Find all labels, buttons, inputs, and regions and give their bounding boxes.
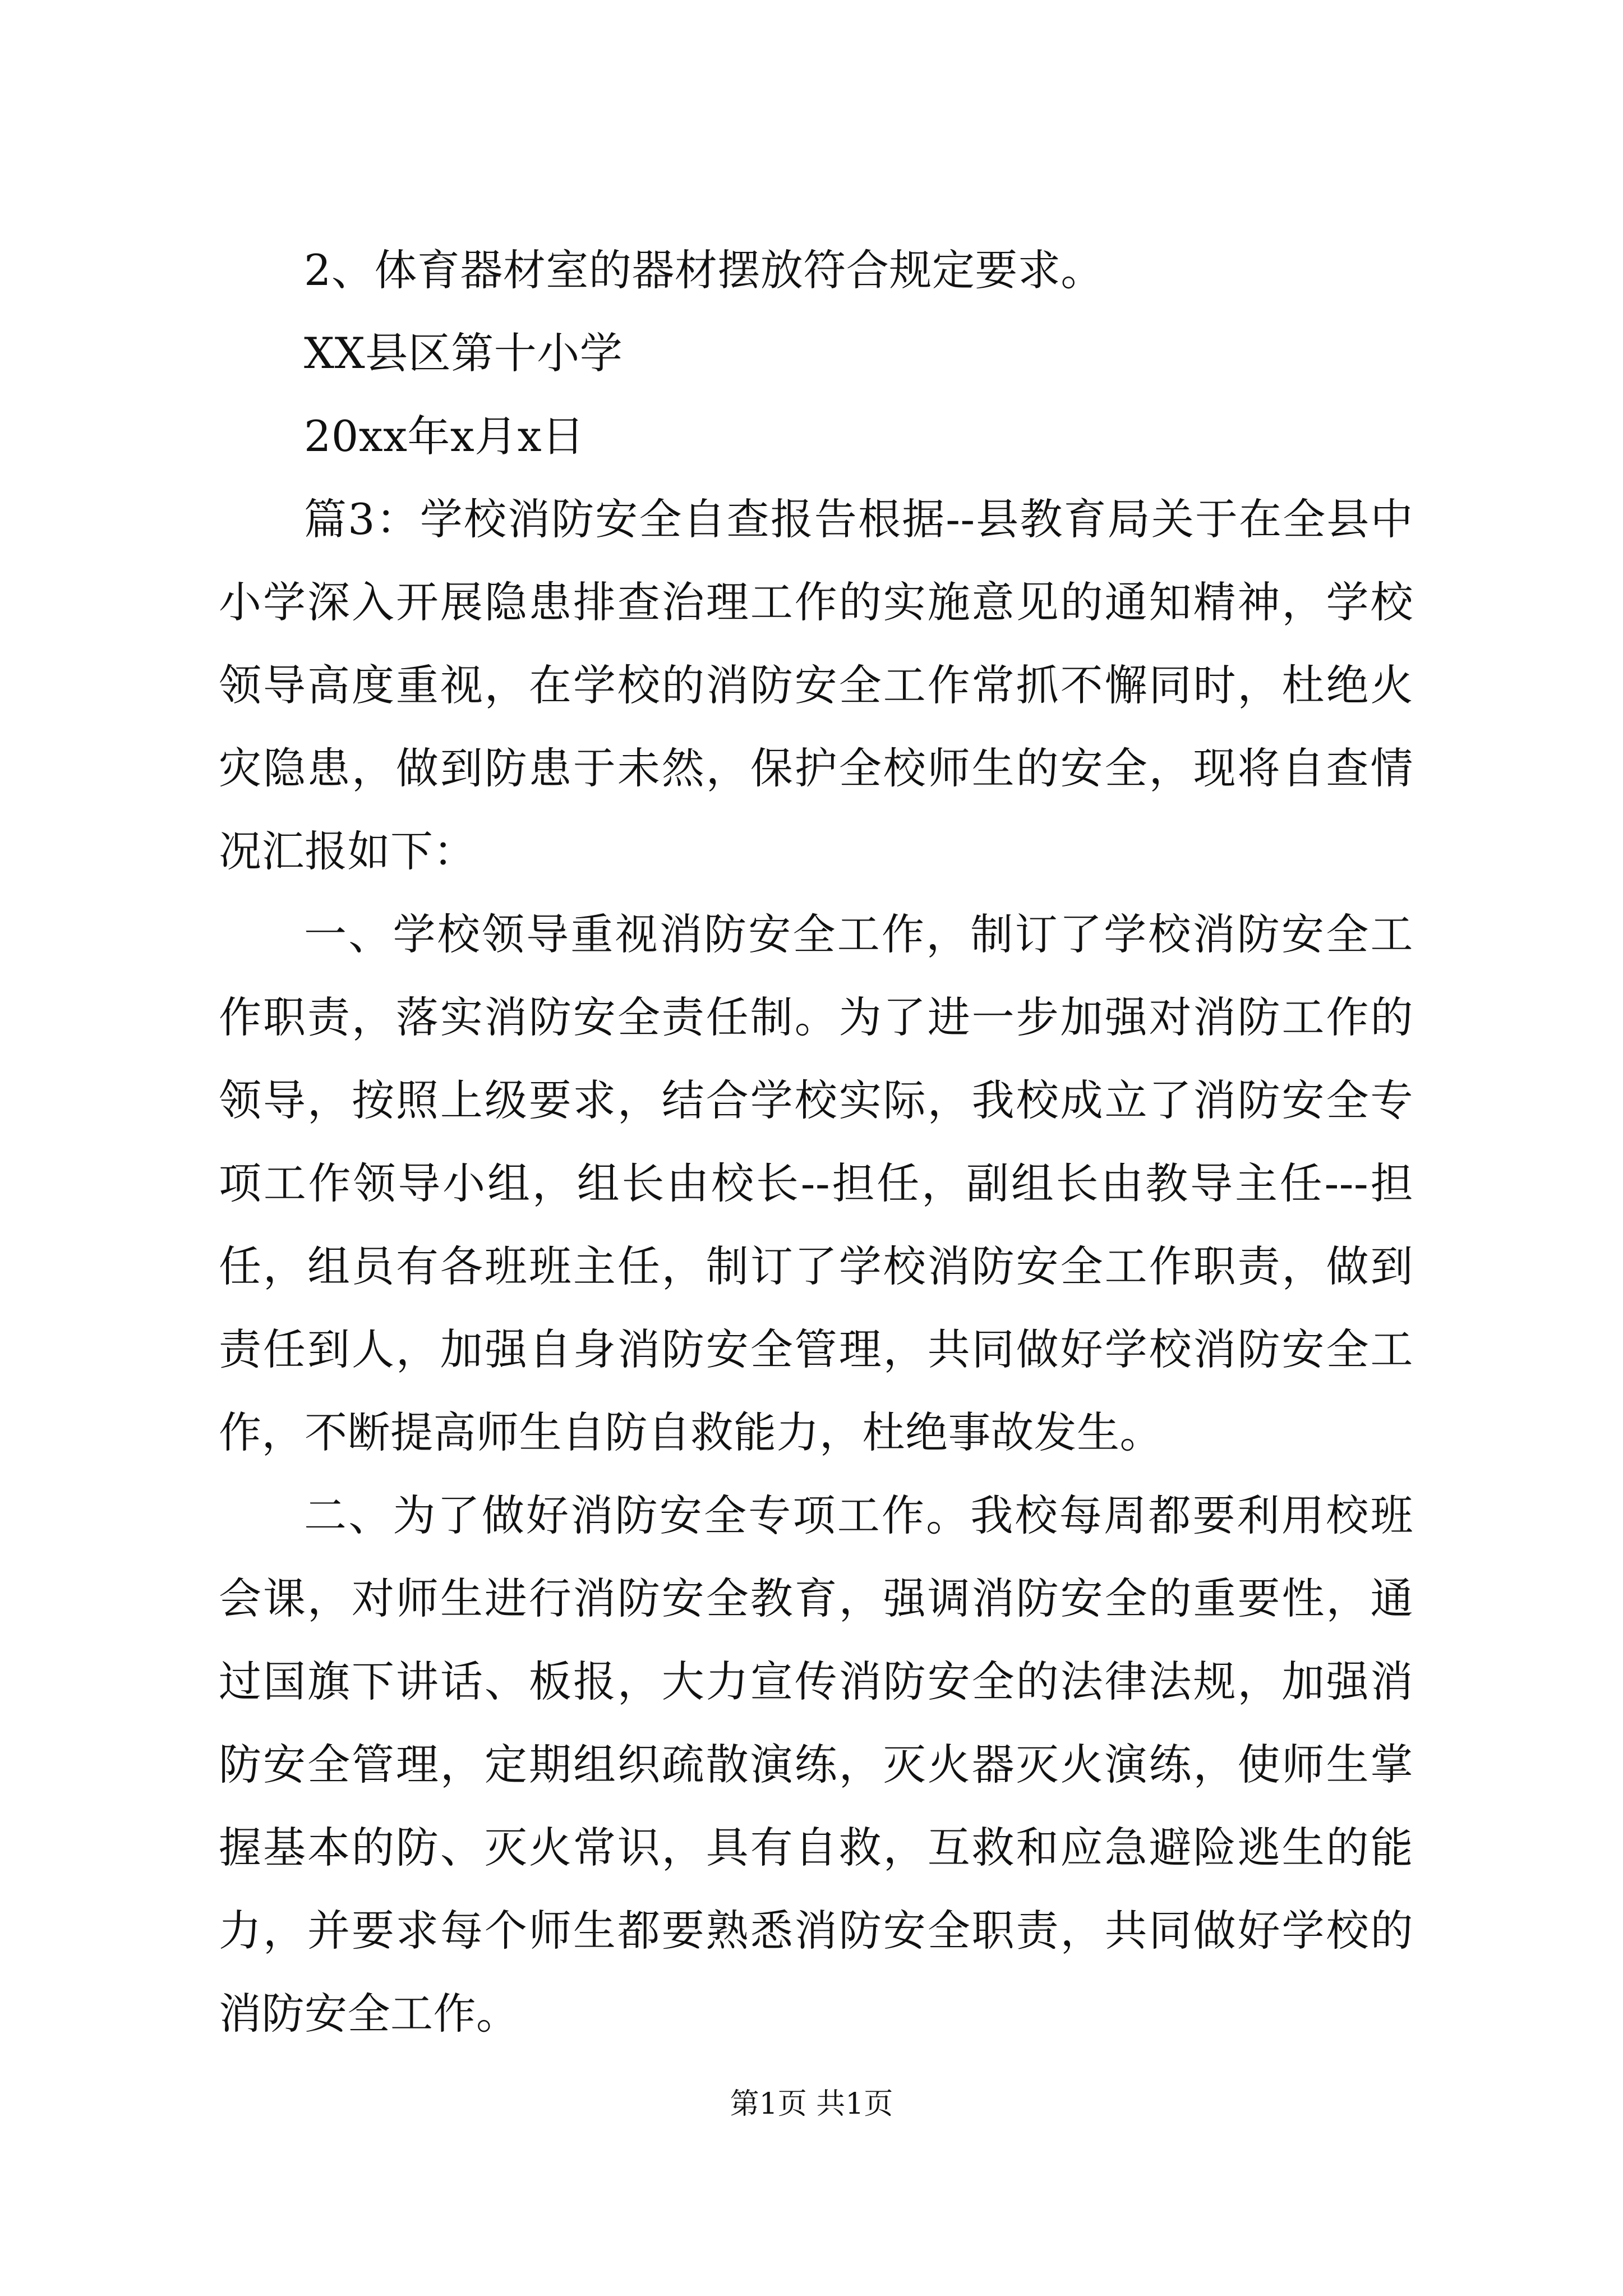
date-line: 20xx年x月x日 xyxy=(304,411,585,461)
paragraph-intro: 篇3：学校消防安全自查报告根据--县教育局关于在全县中小学深入开展隐患排查治理工作的实施意见的通知精神，学校领导高度重视，在学校的消防安全工作常抓不懈同时，杜绝火灾隐患，做到防患于未然，保护全校师生的安全，现将自查情况汇报如下： xyxy=(219,494,1413,876)
paragraph-section-1: 一、学校领导重视消防安全工作，制订了学校消防安全工作职责，落实消防安全责任制。为了进一步加强对消防工作的领导，按照上级要求，结合学校实际，我校成立了消防安全专项工作领导小组，组长由校长--担任，副组长由教导主任---担任，组员有各班班主任，制订了学校消防安全工作职责，做到责任到人，加强自身消防安全管理，共同做好学校消防安全工作，不断提高师生自防自救能力，杜绝事故发生。 xyxy=(219,909,1413,1457)
item-2-line: 2、体育器材室的器材摆放符合规定要求。 xyxy=(304,245,1104,295)
page-footer: 第1页 共1页 xyxy=(730,2087,893,2121)
paragraph-section-2: 二、为了做好消防安全专项工作。我校每周都要利用校班会课，对师生进行消防安全教育，强调消防安全的重要性，通过国旗下讲话、板报，大力宣传消防安全的法律法规，加强消防安全管理，定期组织疏散演练，灭火器灭火演练，使师生掌握基本的防、灭火常识，具有自救，互救和应急避险逃生的能力，并要求每个师生都要熟悉消防安全职责，共同做好学校的消防安全工作。 xyxy=(219,1490,1413,2039)
school-name-line: XX县区第十小学 xyxy=(304,328,623,378)
document-body xyxy=(219,229,1413,2055)
